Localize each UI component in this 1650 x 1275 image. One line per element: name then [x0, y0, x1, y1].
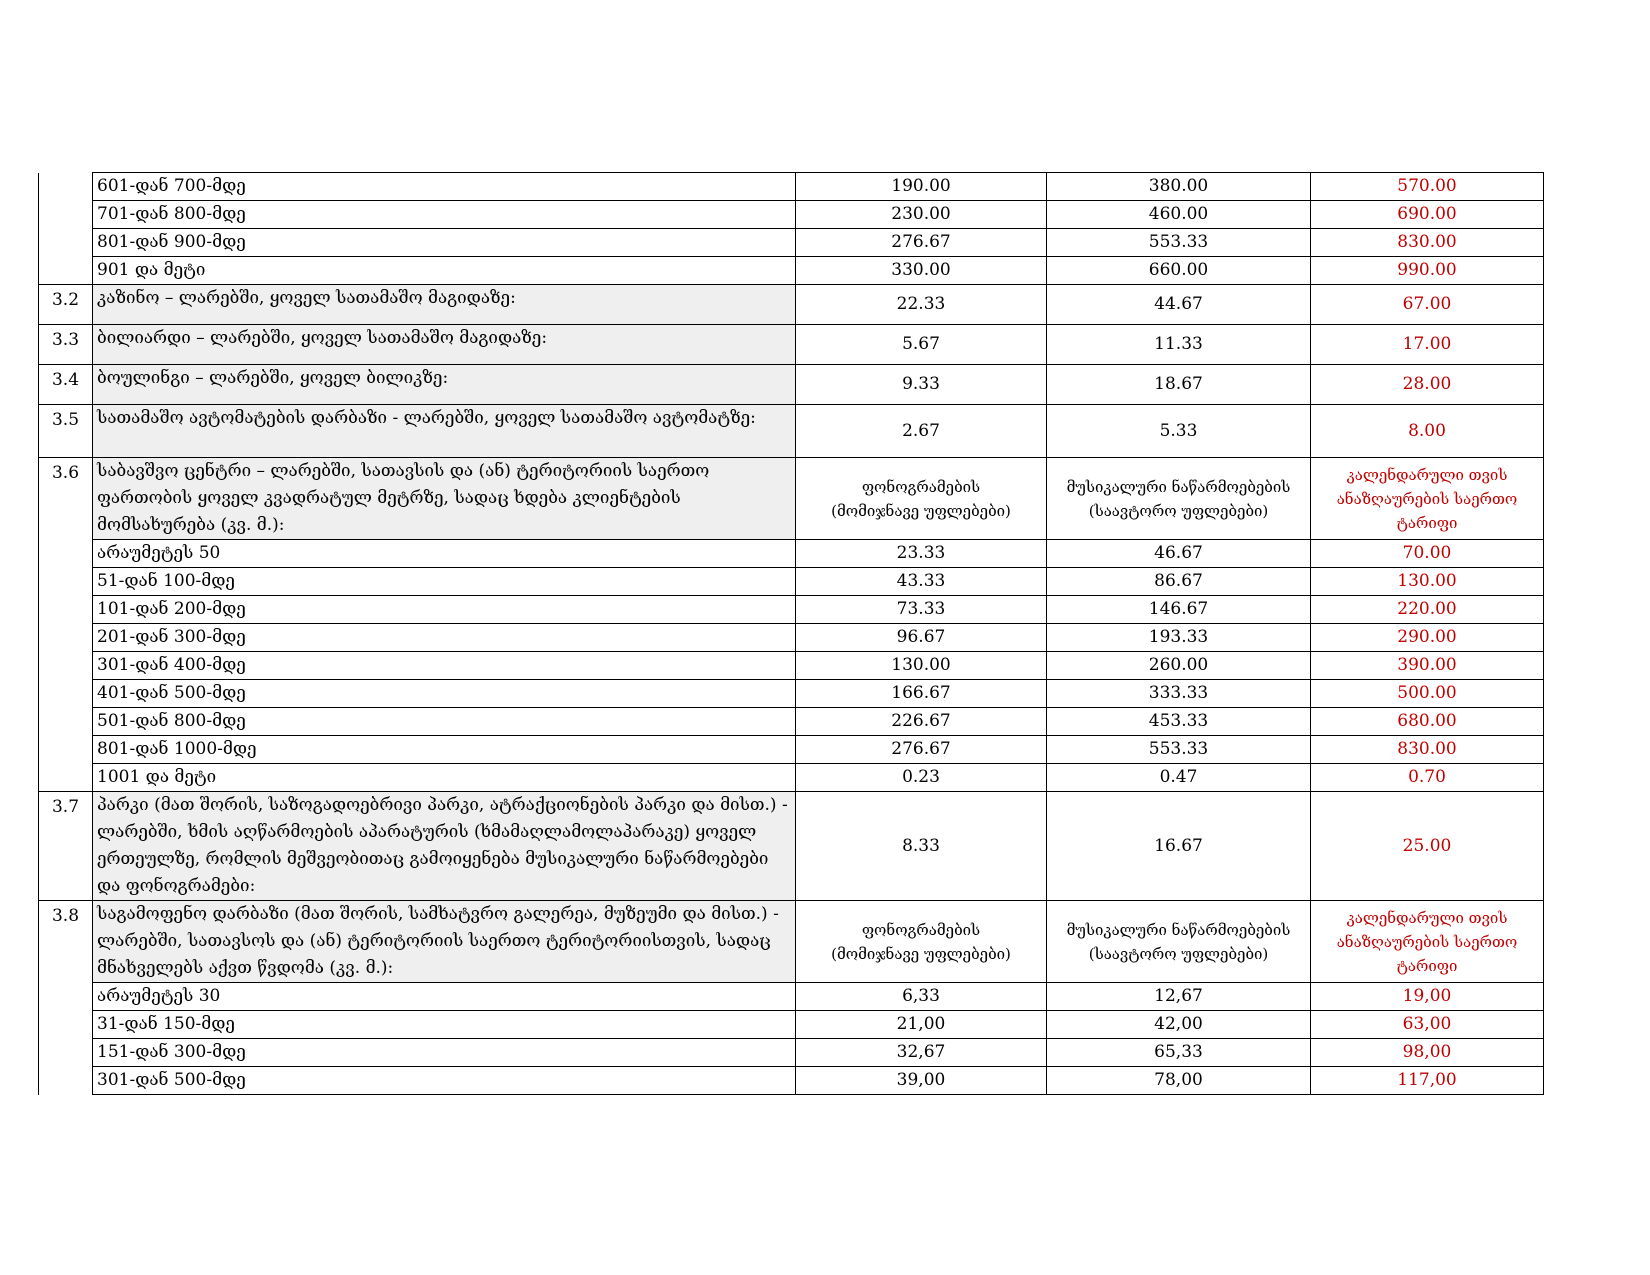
range-label: 101-დან 200-მდე	[93, 596, 796, 624]
phonograms-header	[796, 901, 1047, 983]
table-row	[39, 173, 1544, 201]
table-row	[39, 901, 1544, 983]
musical-works-value: 12,67	[1047, 983, 1311, 1011]
total-tariff-value: 63,00	[1311, 1011, 1544, 1039]
total-tariff-value: 390.00	[1311, 652, 1544, 680]
total-tariff-value: 290.00	[1311, 624, 1544, 652]
table-row	[39, 458, 1544, 540]
range-label: 701-დან 800-მდე	[93, 201, 796, 229]
total-tariff-header-line: ტარიფი	[1396, 513, 1458, 532]
row-number: 3.7	[39, 792, 93, 901]
total-tariff-value: 690.00	[1311, 201, 1544, 229]
section-label: საგამოფენო დარბაზი (მათ შორის, სამხატვრო გალერეა, მუზეუმი და მისთ.) - ლარებში, სათავსოს და (ან) ტერიტორიის საერთო ტერიტორიისთვის, სადაც მნახველებს აქვთ წვდომა (კვ. მ.):	[93, 901, 796, 983]
range-label: 201-დან 300-მდე	[93, 624, 796, 652]
musical-works-value: 16.67	[1047, 792, 1311, 901]
musical-works-value: 193.33	[1047, 624, 1311, 652]
row-number: 3.3	[39, 325, 93, 365]
table-row	[39, 792, 1544, 901]
phonograms-value: 276.67	[796, 736, 1047, 764]
total-tariff-value: 19,00	[1311, 983, 1544, 1011]
total-tariff-value: 990.00	[1311, 257, 1544, 285]
phonograms-value: 190.00	[796, 173, 1047, 201]
range-label: 51-დან 100-მდე	[93, 568, 796, 596]
table-row	[39, 1011, 1544, 1039]
phonograms-value: 96.67	[796, 624, 1047, 652]
total-tariff-value: 220.00	[1311, 596, 1544, 624]
phonograms-value: 2.67	[796, 405, 1047, 458]
table-row	[39, 680, 1544, 708]
row-number: 3.5	[39, 405, 93, 458]
total-tariff-header-line: ანაზღაურების საერთო	[1336, 489, 1518, 508]
range-label: 1001 და მეტი	[93, 764, 796, 792]
table-row	[39, 201, 1544, 229]
musical-works-header-line: (საავტორო უფლებები)	[1088, 501, 1269, 520]
row-number	[39, 173, 93, 285]
range-label: 401-დან 500-მდე	[93, 680, 796, 708]
total-tariff-value: 67.00	[1311, 285, 1544, 325]
musical-works-value: 660.00	[1047, 257, 1311, 285]
range-label: არაუმეტეს 50	[93, 540, 796, 568]
phonograms-header-line: ფონოგრამების	[861, 477, 981, 496]
total-tariff-value: 70.00	[1311, 540, 1544, 568]
musical-works-header	[1047, 458, 1311, 540]
musical-works-value: 380.00	[1047, 173, 1311, 201]
total-tariff-value: 570.00	[1311, 173, 1544, 201]
phonograms-value: 8.33	[796, 792, 1047, 901]
table-row	[39, 764, 1544, 792]
section-label: საბავშვო ცენტრი – ლარებში, სათავსის და (ან) ტერიტორიის საერთო ფართობის ყოველ კვადრატულ მეტრზე, სადაც ხდება კლიენტების მომსახურება (კვ. მ.):	[93, 458, 796, 540]
total-tariff-value: 8.00	[1311, 405, 1544, 458]
musical-works-value: 460.00	[1047, 201, 1311, 229]
table-row	[39, 652, 1544, 680]
row-number: 3.4	[39, 365, 93, 405]
musical-works-value: 86.67	[1047, 568, 1311, 596]
phonograms-value: 330.00	[796, 257, 1047, 285]
phonograms-header-line: (მომიჯნავე უფლებები)	[831, 944, 1011, 963]
musical-works-value: 553.33	[1047, 229, 1311, 257]
total-tariff-value: 28.00	[1311, 365, 1544, 405]
range-label: 501-დან 800-მდე	[93, 708, 796, 736]
total-tariff-value: 830.00	[1311, 229, 1544, 257]
table-row	[39, 568, 1544, 596]
table-row	[39, 405, 1544, 458]
musical-works-value: 11.33	[1047, 325, 1311, 365]
table-row	[39, 540, 1544, 568]
row-number: 3.6	[39, 458, 93, 792]
musical-works-value: 453.33	[1047, 708, 1311, 736]
phonograms-value: 276.67	[796, 229, 1047, 257]
musical-works-header-line: მუსიკალური ნაწარმოებების	[1066, 477, 1291, 496]
phonograms-value: 23.33	[796, 540, 1047, 568]
musical-works-value: 18.67	[1047, 365, 1311, 405]
table-row	[39, 365, 1544, 405]
phonograms-value: 9.33	[796, 365, 1047, 405]
range-label: 301-დან 500-მდე	[93, 1067, 796, 1095]
table-row	[39, 257, 1544, 285]
total-tariff-value: 17.00	[1311, 325, 1544, 365]
total-tariff-header-line: კალენდარული თვის	[1346, 908, 1508, 927]
total-tariff-value: 500.00	[1311, 680, 1544, 708]
table-row	[39, 736, 1544, 764]
section-label: პარკი (მათ შორის, საზოგადოებრივი პარკი, ატრაქციონების პარკი და მისთ.) - ლარებში, ხმის აღწარმოების აპარატურის (ხმამაღლამოლაპარაკე) ყოველ ერთეულზე, რომლის მეშვეობითაც გამოიყენება მუსიკალური ნაწარმოებები და ფონოგრამები:	[93, 792, 796, 901]
total-tariff-header-line: კალენდარული თვის	[1346, 465, 1508, 484]
range-label: 801-დან 1000-მდე	[93, 736, 796, 764]
table-row	[39, 229, 1544, 257]
row-number: 3.8	[39, 901, 93, 1095]
musical-works-value: 0.47	[1047, 764, 1311, 792]
range-label: არაუმეტეს 30	[93, 983, 796, 1011]
tariff-table-container	[38, 172, 1544, 1095]
musical-works-header-line: მუსიკალური ნაწარმოებების	[1066, 920, 1291, 939]
section-label: სათამაშო ავტომატების დარბაზი - ლარებში, ყოველ სათამაშო ავტომატზე:	[93, 405, 796, 458]
total-tariff-header-line: ანაზღაურების საერთო	[1336, 932, 1518, 951]
table-row	[39, 1067, 1544, 1095]
musical-works-value: 42,00	[1047, 1011, 1311, 1039]
musical-works-value: 65,33	[1047, 1039, 1311, 1067]
total-tariff-value: 680.00	[1311, 708, 1544, 736]
total-tariff-value: 830.00	[1311, 736, 1544, 764]
musical-works-value: 260.00	[1047, 652, 1311, 680]
range-label: 801-დან 900-მდე	[93, 229, 796, 257]
phonograms-header	[796, 458, 1047, 540]
range-label: 301-დან 400-მდე	[93, 652, 796, 680]
table-row	[39, 624, 1544, 652]
phonograms-value: 22.33	[796, 285, 1047, 325]
phonograms-value: 0.23	[796, 764, 1047, 792]
table-row	[39, 596, 1544, 624]
total-tariff-value: 98,00	[1311, 1039, 1544, 1067]
musical-works-header-line: (საავტორო უფლებები)	[1088, 944, 1269, 963]
tariff-table	[38, 172, 1544, 1095]
musical-works-value: 5.33	[1047, 405, 1311, 458]
musical-works-value: 146.67	[1047, 596, 1311, 624]
phonograms-value: 21,00	[796, 1011, 1047, 1039]
phonograms-value: 230.00	[796, 201, 1047, 229]
phonograms-value: 226.67	[796, 708, 1047, 736]
section-label: ბოულინგი – ლარებში, ყოველ ბილიკზე:	[93, 365, 796, 405]
phonograms-value: 43.33	[796, 568, 1047, 596]
phonograms-value: 32,67	[796, 1039, 1047, 1067]
table-row	[39, 983, 1544, 1011]
range-label: 31-დან 150-მდე	[93, 1011, 796, 1039]
total-tariff-header-line: ტარიფი	[1396, 956, 1458, 975]
table-row	[39, 1039, 1544, 1067]
phonograms-value: 73.33	[796, 596, 1047, 624]
total-tariff-value: 130.00	[1311, 568, 1544, 596]
musical-works-value: 46.67	[1047, 540, 1311, 568]
phonograms-value: 130.00	[796, 652, 1047, 680]
phonograms-value: 6,33	[796, 983, 1047, 1011]
phonograms-header-line: (მომიჯნავე უფლებები)	[831, 501, 1011, 520]
total-tariff-header	[1311, 901, 1544, 983]
section-label: ბილიარდი – ლარებში, ყოველ სათამაშო მაგიდაზე:	[93, 325, 796, 365]
range-label: 151-დან 300-მდე	[93, 1039, 796, 1067]
total-tariff-value: 0.70	[1311, 764, 1544, 792]
phonograms-value: 5.67	[796, 325, 1047, 365]
range-label: 901 და მეტი	[93, 257, 796, 285]
tariff-table-body	[39, 173, 1544, 1095]
phonograms-value: 39,00	[796, 1067, 1047, 1095]
table-row	[39, 708, 1544, 736]
musical-works-value: 44.67	[1047, 285, 1311, 325]
row-number: 3.2	[39, 285, 93, 325]
total-tariff-header	[1311, 458, 1544, 540]
range-label: 601-დან 700-მდე	[93, 173, 796, 201]
total-tariff-value: 25.00	[1311, 792, 1544, 901]
musical-works-value: 553.33	[1047, 736, 1311, 764]
phonograms-value: 166.67	[796, 680, 1047, 708]
section-label: კაზინო – ლარებში, ყოველ სათამაშო მაგიდაზე:	[93, 285, 796, 325]
table-row	[39, 325, 1544, 365]
phonograms-header-line: ფონოგრამების	[861, 920, 981, 939]
musical-works-value: 333.33	[1047, 680, 1311, 708]
musical-works-header	[1047, 901, 1311, 983]
table-row	[39, 285, 1544, 325]
total-tariff-value: 117,00	[1311, 1067, 1544, 1095]
musical-works-value: 78,00	[1047, 1067, 1311, 1095]
